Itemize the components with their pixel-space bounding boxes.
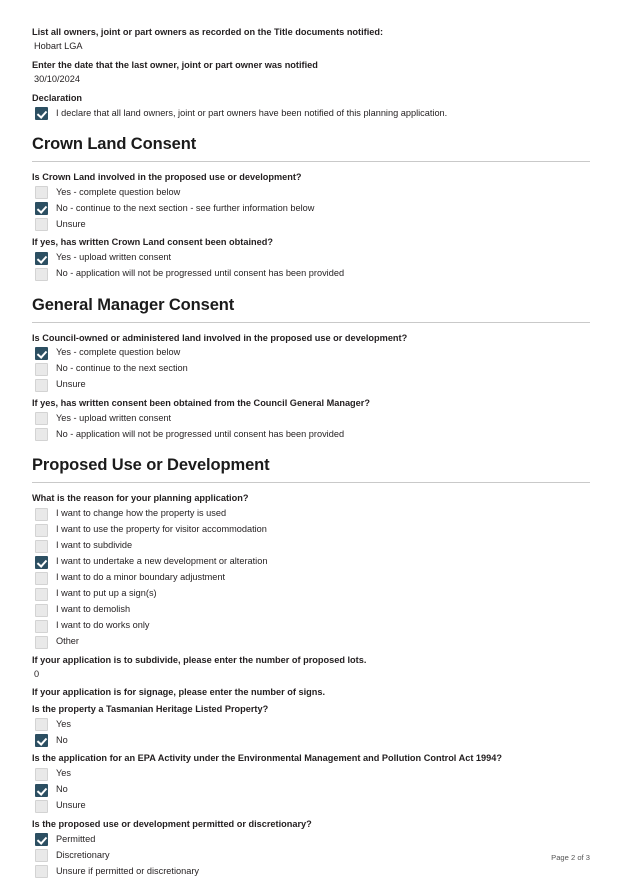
permitted-question-label: Is the proposed use or development permitted or discretionary? <box>32 818 312 829</box>
checkbox-icon[interactable] <box>35 588 48 601</box>
checkbox-checked-icon[interactable] <box>35 833 48 846</box>
option-row[interactable] <box>32 346 590 361</box>
option-row[interactable] <box>32 587 590 602</box>
option-row[interactable] <box>32 217 590 232</box>
option-row[interactable] <box>32 848 590 863</box>
option-label: I want to do a minor boundary adjustment <box>56 572 226 583</box>
option-label: Discretionary <box>56 849 110 860</box>
option-label: Yes - complete question below <box>56 347 181 358</box>
option-row[interactable] <box>32 427 590 442</box>
checkbox-checked-icon[interactable] <box>35 734 48 747</box>
checkbox-icon[interactable] <box>35 620 48 633</box>
option-label: Unsure <box>56 218 86 229</box>
page-number: Page 2 of 3 <box>551 853 590 862</box>
checkbox-icon[interactable] <box>35 604 48 617</box>
option-label: I want to change how the property is used <box>56 508 227 519</box>
checkbox-icon[interactable] <box>35 428 48 441</box>
option-row[interactable] <box>32 507 590 522</box>
proposed-use-section-header <box>32 456 590 483</box>
owners-question: List all owners, joint or part owners as recorded on the Title documents notified: <box>32 27 384 37</box>
general-manager-title: General Manager Consent <box>32 295 235 314</box>
crown-land-q2-label: If yes, has written Crown Land consent been obtained? <box>32 237 273 248</box>
checkbox-icon[interactable] <box>35 412 48 425</box>
option-label: Yes <box>56 718 71 729</box>
option-row[interactable] <box>32 733 590 748</box>
crown-land-section-header <box>32 135 590 162</box>
checkbox-icon[interactable] <box>35 524 48 537</box>
option-row[interactable] <box>32 619 590 634</box>
checkbox-icon[interactable] <box>35 186 48 199</box>
option-row[interactable] <box>32 717 590 732</box>
option-row[interactable] <box>32 185 590 200</box>
checkbox-checked-icon[interactable] <box>35 784 48 797</box>
checkbox-icon[interactable] <box>35 508 48 521</box>
checkbox-icon[interactable] <box>35 865 48 878</box>
option-row[interactable] <box>32 251 590 266</box>
checkbox-checked-icon[interactable] <box>35 202 48 215</box>
general-manager-section-header <box>32 296 590 323</box>
option-row[interactable] <box>32 783 590 798</box>
option-label: Permitted <box>56 833 96 844</box>
option-row[interactable] <box>32 555 590 570</box>
crown-land-q2-group <box>32 236 590 281</box>
option-row[interactable] <box>32 635 590 650</box>
checkbox-icon[interactable] <box>35 540 48 553</box>
lots-group <box>32 654 590 681</box>
checkbox-icon[interactable] <box>35 718 48 731</box>
checkbox-icon[interactable] <box>35 218 48 231</box>
checkbox-icon[interactable] <box>35 800 48 813</box>
notified-date-question: Enter the date that the last owner, joint or part owner was notified <box>32 59 318 70</box>
option-label: No - continue to the next section - see further information below <box>56 202 315 213</box>
checkbox-icon[interactable] <box>35 363 48 376</box>
option-row[interactable] <box>32 523 590 538</box>
option-label: Unsure <box>56 800 86 811</box>
option-label: I want to demolish <box>56 604 131 615</box>
option-row[interactable] <box>32 411 590 426</box>
crown-land-q1-group <box>32 171 590 232</box>
checkbox-icon[interactable] <box>35 268 48 281</box>
option-label: Yes - complete question below <box>56 186 181 197</box>
option-label: I want to use the property for visitor accommodation <box>56 524 267 535</box>
crown-land-q1-label: Is Crown Land involved in the proposed use or development? <box>32 171 302 182</box>
option-row[interactable] <box>32 767 590 782</box>
lots-question-label: If your application is to subdivide, please enter the number of proposed lots. <box>32 654 367 665</box>
declaration-label: I declare that all land owners, joint or part owners have been notified of this planning application. <box>56 107 448 118</box>
checkbox-icon[interactable] <box>35 572 48 585</box>
option-label: No - application will not be progressed until consent has been provided <box>56 268 345 279</box>
option-row[interactable] <box>32 362 590 377</box>
crown-land-title: Crown Land Consent <box>32 135 197 154</box>
general-manager-q1-label: Is Council-owned or administered land involved in the proposed use or development? <box>32 332 408 343</box>
option-label: No - continue to the next section <box>56 363 188 374</box>
heritage-group <box>32 703 590 748</box>
checkbox-checked-icon[interactable] <box>35 107 48 120</box>
declaration-heading: Declaration <box>32 92 83 103</box>
option-label: Unsure if permitted or discretionary <box>56 865 199 876</box>
option-row[interactable] <box>32 267 590 282</box>
signs-question-label: If your application is for signage, please enter the number of signs. <box>32 687 326 698</box>
declaration-row[interactable] <box>32 106 590 121</box>
option-row[interactable] <box>32 799 590 814</box>
option-label: I want to undertake a new development or alteration <box>56 556 268 567</box>
option-label: No <box>56 784 68 795</box>
option-row[interactable] <box>32 571 590 586</box>
option-label: No - application will not be progressed until consent has been provided <box>56 428 345 439</box>
notified-date-answer: 30/10/2024 <box>34 74 80 85</box>
general-manager-q2-group <box>32 397 590 442</box>
checkbox-icon[interactable] <box>35 636 48 649</box>
reason-question-label: What is the reason for your planning application? <box>32 493 249 504</box>
general-manager-q1-group <box>32 332 590 393</box>
option-label: Unsure <box>56 379 86 390</box>
option-label: I want to do works only <box>56 620 150 631</box>
epa-question-label: Is the application for an EPA Activity under the Environmental Management and Pollution Control Act 1994? <box>32 753 502 764</box>
proposed-use-title: Proposed Use or Development <box>32 456 270 475</box>
reason-group <box>32 492 590 649</box>
option-label: No <box>56 734 68 745</box>
signs-group <box>32 686 590 698</box>
checkbox-checked-icon[interactable] <box>35 556 48 569</box>
option-label: Yes - upload written consent <box>56 412 172 423</box>
option-label: Yes - upload written consent <box>56 252 172 263</box>
epa-group <box>32 752 590 813</box>
option-label: I want to put up a sign(s) <box>56 588 157 599</box>
lots-answer: 0 <box>34 669 40 680</box>
checkbox-checked-icon[interactable] <box>35 347 48 360</box>
owners-answer: Hobart LGA <box>34 41 83 52</box>
option-label: Yes <box>56 768 71 779</box>
option-row[interactable] <box>32 864 590 879</box>
option-label: I want to subdivide <box>56 540 133 551</box>
checkbox-checked-icon[interactable] <box>35 252 48 265</box>
option-row[interactable] <box>32 201 590 216</box>
owners-group <box>32 26 590 121</box>
checkbox-icon[interactable] <box>35 379 48 392</box>
heritage-question-label: Is the property a Tasmanian Heritage Listed Property? <box>32 703 269 714</box>
general-manager-q2-label: If yes, has written consent been obtained from the Council General Manager? <box>32 397 370 408</box>
option-row[interactable] <box>32 539 590 554</box>
permitted-group <box>32 818 590 879</box>
checkbox-icon[interactable] <box>35 768 48 781</box>
option-label: Other <box>56 636 79 647</box>
checkbox-icon[interactable] <box>35 849 48 862</box>
option-row[interactable] <box>32 378 590 393</box>
option-row[interactable] <box>32 603 590 618</box>
option-row[interactable] <box>32 832 590 847</box>
